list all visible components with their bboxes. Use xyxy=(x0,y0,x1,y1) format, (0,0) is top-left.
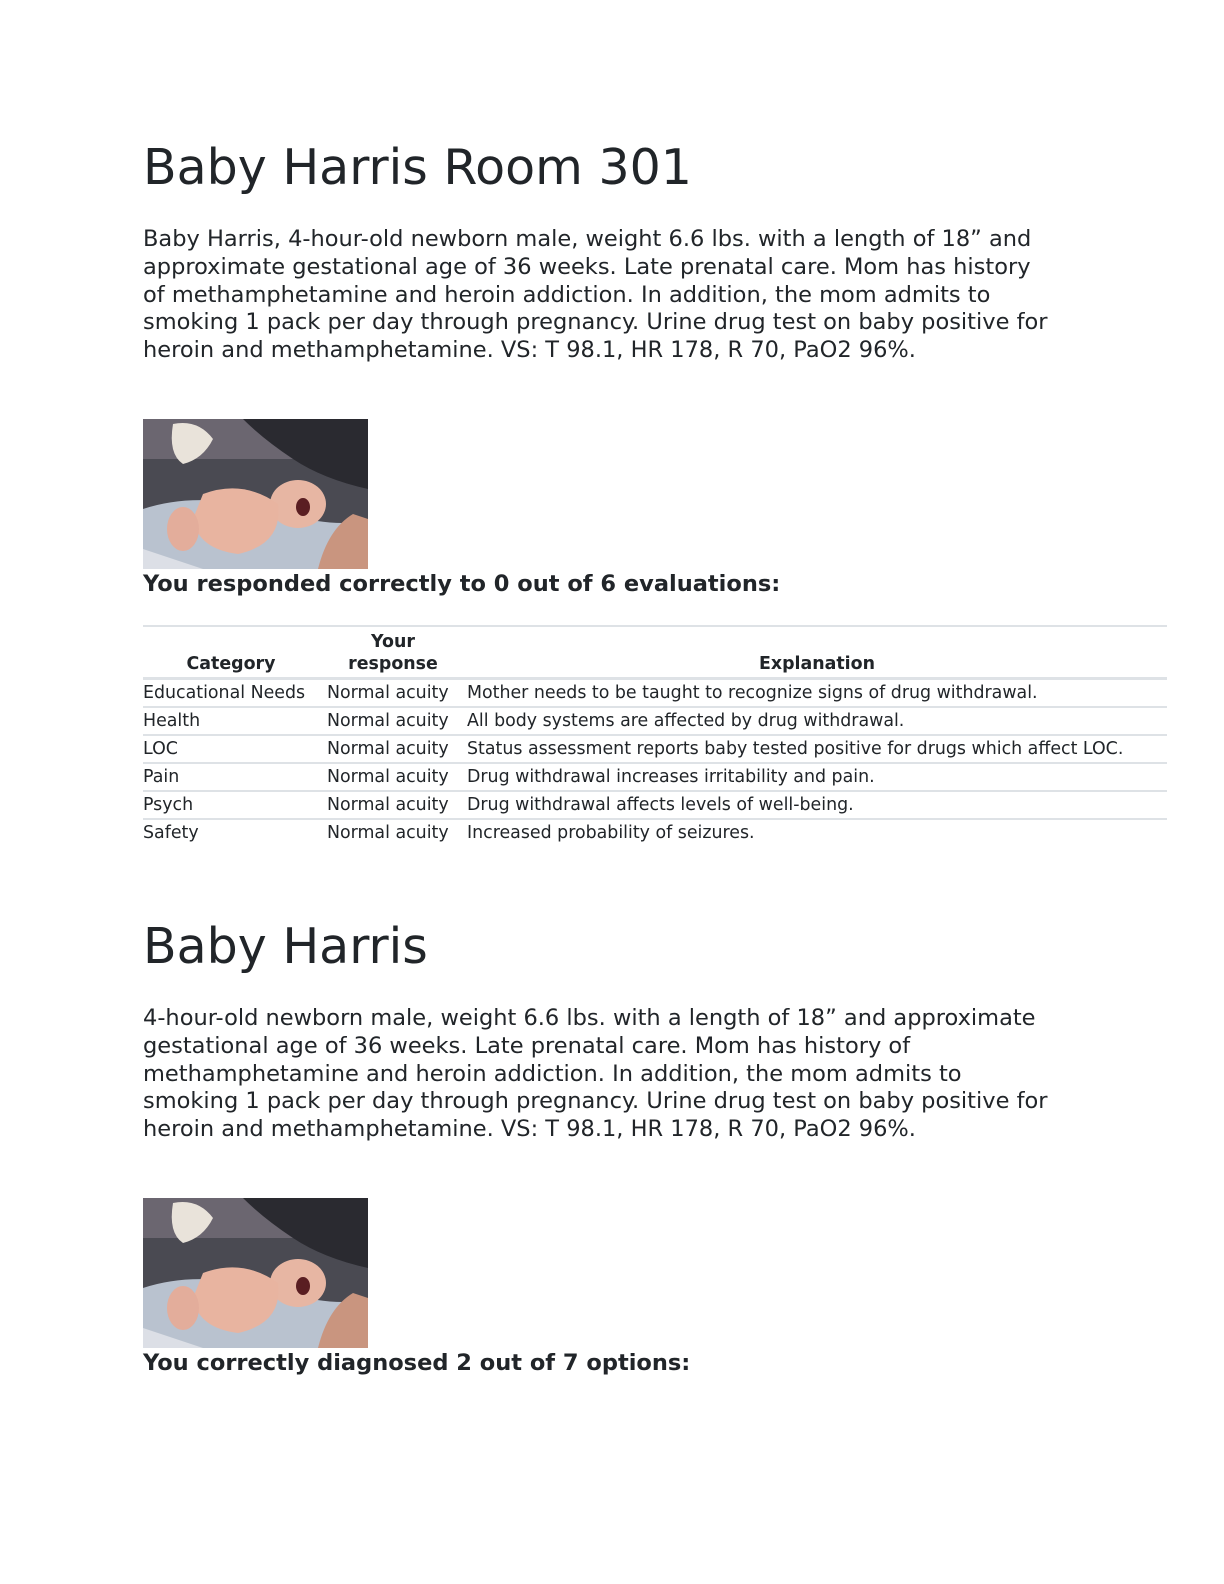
evaluation-result: You responded correctly to 0 out of 6 evaluations: xyxy=(143,571,781,597)
table-row xyxy=(143,763,1167,791)
table-header-row xyxy=(143,626,1167,679)
row-explanation: Mother needs to be taught to recognize signs of drug withdrawal. xyxy=(467,683,1038,703)
evaluation-table xyxy=(143,625,1167,846)
diagnosis-result: You correctly diagnosed 2 out of 7 options: xyxy=(143,1350,691,1376)
section-title: Baby Harris xyxy=(143,918,428,975)
row-category: Educational Needs xyxy=(143,683,306,703)
table-row xyxy=(143,735,1167,763)
row-explanation: All body systems are affected by drug withdrawal. xyxy=(465,707,1167,735)
row-response: Normal acuity xyxy=(319,707,465,735)
table-row xyxy=(143,679,1167,708)
header-response: Your response xyxy=(319,626,465,679)
header-category: Category xyxy=(143,626,319,679)
row-category: Pain xyxy=(143,763,319,791)
row-category: Safety xyxy=(143,819,319,846)
row-category: LOC xyxy=(143,735,319,763)
table-row xyxy=(143,707,1167,735)
patient-photo xyxy=(143,419,368,569)
page-title: Baby Harris Room 301 xyxy=(143,139,692,196)
patient-description-2: 4-hour-old newborn male, weight 6.6 lbs. with a length of 18” and approximate gestational age of 36 weeks. Late prenatal care. Mom has history of methamphetamine and heroin addiction. In addition, the mom admits to smoking 1 pack per day through pregnancy. Urine drug test on baby positive for heroin and methamphetamine. VS: T 98.1, HR 178, R 70, PaO2 96%. xyxy=(143,1005,1048,1143)
row-response: Normal acuity xyxy=(327,683,449,703)
row-explanation: Drug withdrawal increases irritability and pain. xyxy=(465,763,1167,791)
table-row xyxy=(143,819,1167,846)
row-response: Normal acuity xyxy=(319,791,465,819)
row-explanation: Increased probability of seizures. xyxy=(465,819,1167,846)
row-response: Normal acuity xyxy=(319,735,465,763)
row-response: Normal acuity xyxy=(319,763,465,791)
row-category: Health xyxy=(143,707,319,735)
table-row xyxy=(143,791,1167,819)
row-explanation: Drug withdrawal affects levels of well-being. xyxy=(465,791,1167,819)
patient-description: Baby Harris, 4-hour-old newborn male, weight 6.6 lbs. with a length of 18” and approximate gestational age of 36 weeks. Late prenatal care. Mom has history of methamphetamine and heroin addiction. In addition, the mom admits to smoking 1 pack per day through pregnancy. Urine drug test on baby positive for heroin and methamphetamine. VS: T 98.1, HR 178, R 70, PaO2 96%. xyxy=(143,226,1048,364)
row-response: Normal acuity xyxy=(319,819,465,846)
header-explanation: Explanation xyxy=(465,626,1167,679)
patient-photo-2 xyxy=(143,1198,368,1348)
row-category: Psych xyxy=(143,791,319,819)
row-explanation: Status assessment reports baby tested positive for drugs which affect LOC. xyxy=(465,735,1167,763)
